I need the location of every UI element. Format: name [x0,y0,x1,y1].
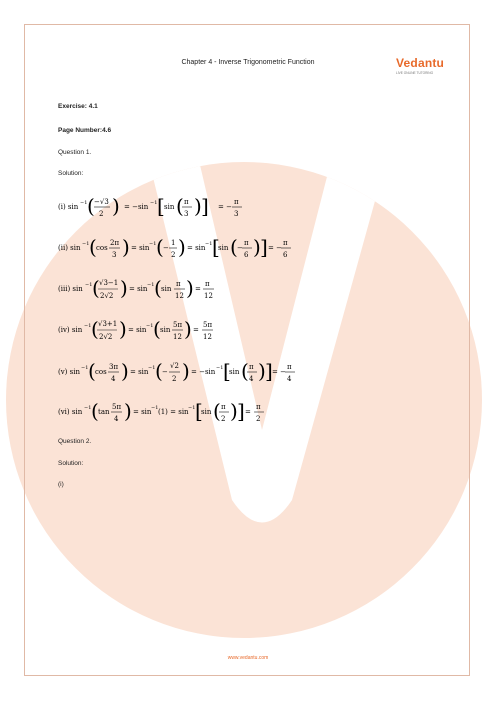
svg-text:4: 4 [114,415,119,423]
svg-text:(: ( [213,399,221,423]
question-2-label: Question 2. [58,438,92,445]
svg-text:√3+1: √3+1 [98,320,118,328]
svg-text:(: ( [91,317,99,341]
question-1-label: Question 1. [58,149,92,156]
svg-text:= −: = − [218,203,232,211]
svg-text:): ) [178,235,186,259]
svg-text:= −: = − [272,368,286,376]
svg-text:(: ( [153,317,161,341]
svg-text:): ) [112,194,120,218]
page-number-label: Page Number:4.6 [58,127,112,134]
svg-text:2π: 2π [110,239,120,247]
svg-text:tan: tan [98,408,110,416]
svg-text:−1: −1 [216,365,224,371]
svg-text:(: ( [154,276,162,300]
svg-text:√2: √2 [170,362,179,370]
svg-text:(: ( [87,194,95,218]
svg-text:cos: cos [95,368,107,376]
svg-text:= sin: = sin [187,244,206,252]
svg-text:6: 6 [244,251,249,259]
svg-text:): ) [182,359,190,383]
svg-text:π: π [176,280,181,288]
svg-text:4: 4 [111,375,116,383]
svg-text:= −sin: = −sin [191,368,216,376]
svg-text:= sin: = sin [130,368,149,376]
svg-text:= sin: = sin [131,244,150,252]
svg-text:3π: 3π [109,363,119,371]
svg-text:4: 4 [249,375,254,383]
svg-text:π: π [256,403,261,411]
svg-text:π: π [283,239,288,247]
part-i-label: (i) [58,481,64,488]
svg-text:(ii) sin: (ii) sin [58,244,81,252]
svg-text:(: ( [92,276,100,300]
equation-iii [58,273,318,305]
svg-text:): ) [253,235,261,259]
svg-text:(iii) sin: (iii) sin [58,285,83,293]
svg-text:]: ] [260,235,268,259]
svg-text:sin: sin [218,244,229,252]
svg-text:5π: 5π [203,321,213,329]
svg-text:sin: sin [160,326,171,334]
svg-text:=: = [195,285,201,293]
svg-text:[: [ [212,235,220,259]
svg-text:(iv) sin: (iv) sin [58,326,83,334]
svg-text:1: 1 [171,239,176,247]
svg-text:(i) sin: (i) sin [58,203,79,211]
svg-text:sin: sin [164,203,175,211]
svg-text:2: 2 [172,375,177,383]
svg-text:π: π [234,198,239,206]
svg-text:= −sin: = −sin [124,203,149,211]
svg-text:): ) [194,194,202,218]
svg-text:sin: sin [229,368,240,376]
equation-v [58,356,318,388]
svg-text:√3−1: √3−1 [99,279,119,287]
svg-text:2: 2 [99,210,104,218]
equation-iv [58,314,318,346]
svg-text:= sin: = sin [129,285,148,293]
svg-text:2: 2 [221,415,226,423]
svg-text:(: ( [155,359,163,383]
equation-ii [58,232,318,264]
svg-text:= sin: = sin [133,408,152,416]
svg-text:=: = [245,408,251,416]
svg-text:π: π [205,280,210,288]
svg-text:(: ( [176,194,184,218]
svg-text:2: 2 [171,251,176,259]
svg-text:3: 3 [184,210,189,218]
svg-text:−1: −1 [188,405,196,411]
svg-text:−1: −1 [147,282,155,288]
svg-text:−1: −1 [205,241,213,247]
svg-text:−1: −1 [146,323,154,329]
svg-text:π: π [244,239,249,247]
svg-text:2√2: 2√2 [99,333,113,341]
svg-text:): ) [120,276,128,300]
svg-text:6: 6 [283,251,288,259]
svg-text:sin: sin [161,285,172,293]
svg-text:= −: = − [268,244,282,252]
svg-text:π: π [249,363,254,371]
svg-text:[: [ [223,359,231,383]
equation-i [58,191,318,223]
svg-text:π: π [184,198,189,206]
svg-text:4: 4 [287,375,292,383]
svg-text:): ) [121,359,129,383]
svg-text:]: ] [265,359,273,383]
svg-text:12: 12 [204,292,213,300]
svg-text:−1: −1 [82,241,90,247]
svg-text:−1: −1 [150,200,158,206]
svg-text:): ) [186,276,194,300]
svg-text:3: 3 [112,251,117,259]
svg-text:): ) [258,359,266,383]
svg-text:−1: −1 [80,200,88,206]
svg-text:cos: cos [96,244,108,252]
svg-text:12: 12 [203,333,212,341]
svg-text:(v) sin: (v) sin [58,368,80,376]
svg-text:=: = [193,326,199,334]
svg-text:): ) [124,399,132,423]
svg-text:−1: −1 [84,405,92,411]
svg-text:−1: −1 [81,365,89,371]
svg-text:(: ( [156,235,164,259]
svg-text:): ) [122,235,130,259]
svg-text:−1: −1 [85,282,93,288]
svg-text:−: − [237,244,243,252]
svg-text:(1) = sin: (1) = sin [158,408,189,416]
solution-2-label: Solution: [58,460,84,467]
svg-text:−1: −1 [149,241,157,247]
equation-vi [58,396,318,428]
chapter-title: Chapter 4 - Inverse Trigonometric Function [181,59,315,66]
svg-text:(: ( [88,359,96,383]
svg-text:−: − [162,368,168,376]
footer-url[interactable]: www.vedantu.com [227,655,269,661]
svg-text:12: 12 [175,292,184,300]
svg-text:2: 2 [256,415,261,423]
svg-text:3: 3 [234,210,239,218]
svg-text:]: ] [201,194,209,218]
svg-text:2√2: 2√2 [100,292,114,300]
vedantu-logo [396,52,456,78]
svg-text:]: ] [237,399,245,423]
svg-text:sin: sin [201,408,212,416]
svg-text:−1: −1 [148,365,156,371]
svg-text:π: π [287,363,292,371]
svg-text:[: [ [157,194,165,218]
svg-text:−1: −1 [151,405,159,411]
svg-text:5π: 5π [173,321,183,329]
svg-text:): ) [230,399,238,423]
logo-text: Vedantu [396,56,445,70]
svg-text:5π: 5π [112,403,122,411]
svg-text:(: ( [91,399,99,423]
svg-text:(: ( [241,359,249,383]
svg-text:π: π [221,403,226,411]
logo-tagline: LIVE ONLINE TUTORING [396,71,434,75]
svg-text:12: 12 [173,333,182,341]
svg-text:(: ( [89,235,97,259]
svg-text:[: [ [195,399,203,423]
svg-text:−√3: −√3 [94,198,109,206]
svg-text:): ) [119,317,127,341]
svg-text:): ) [184,317,192,341]
page-border [24,24,470,676]
svg-text:(vi) sin: (vi) sin [58,408,83,416]
svg-text:= sin: = sin [128,326,147,334]
svg-text:−: − [163,244,169,252]
exercise-heading: Exercise: 4.1 [58,103,98,110]
solution-1-label: Solution: [58,170,84,177]
svg-text:−1: −1 [84,323,92,329]
svg-text:(: ( [230,235,238,259]
